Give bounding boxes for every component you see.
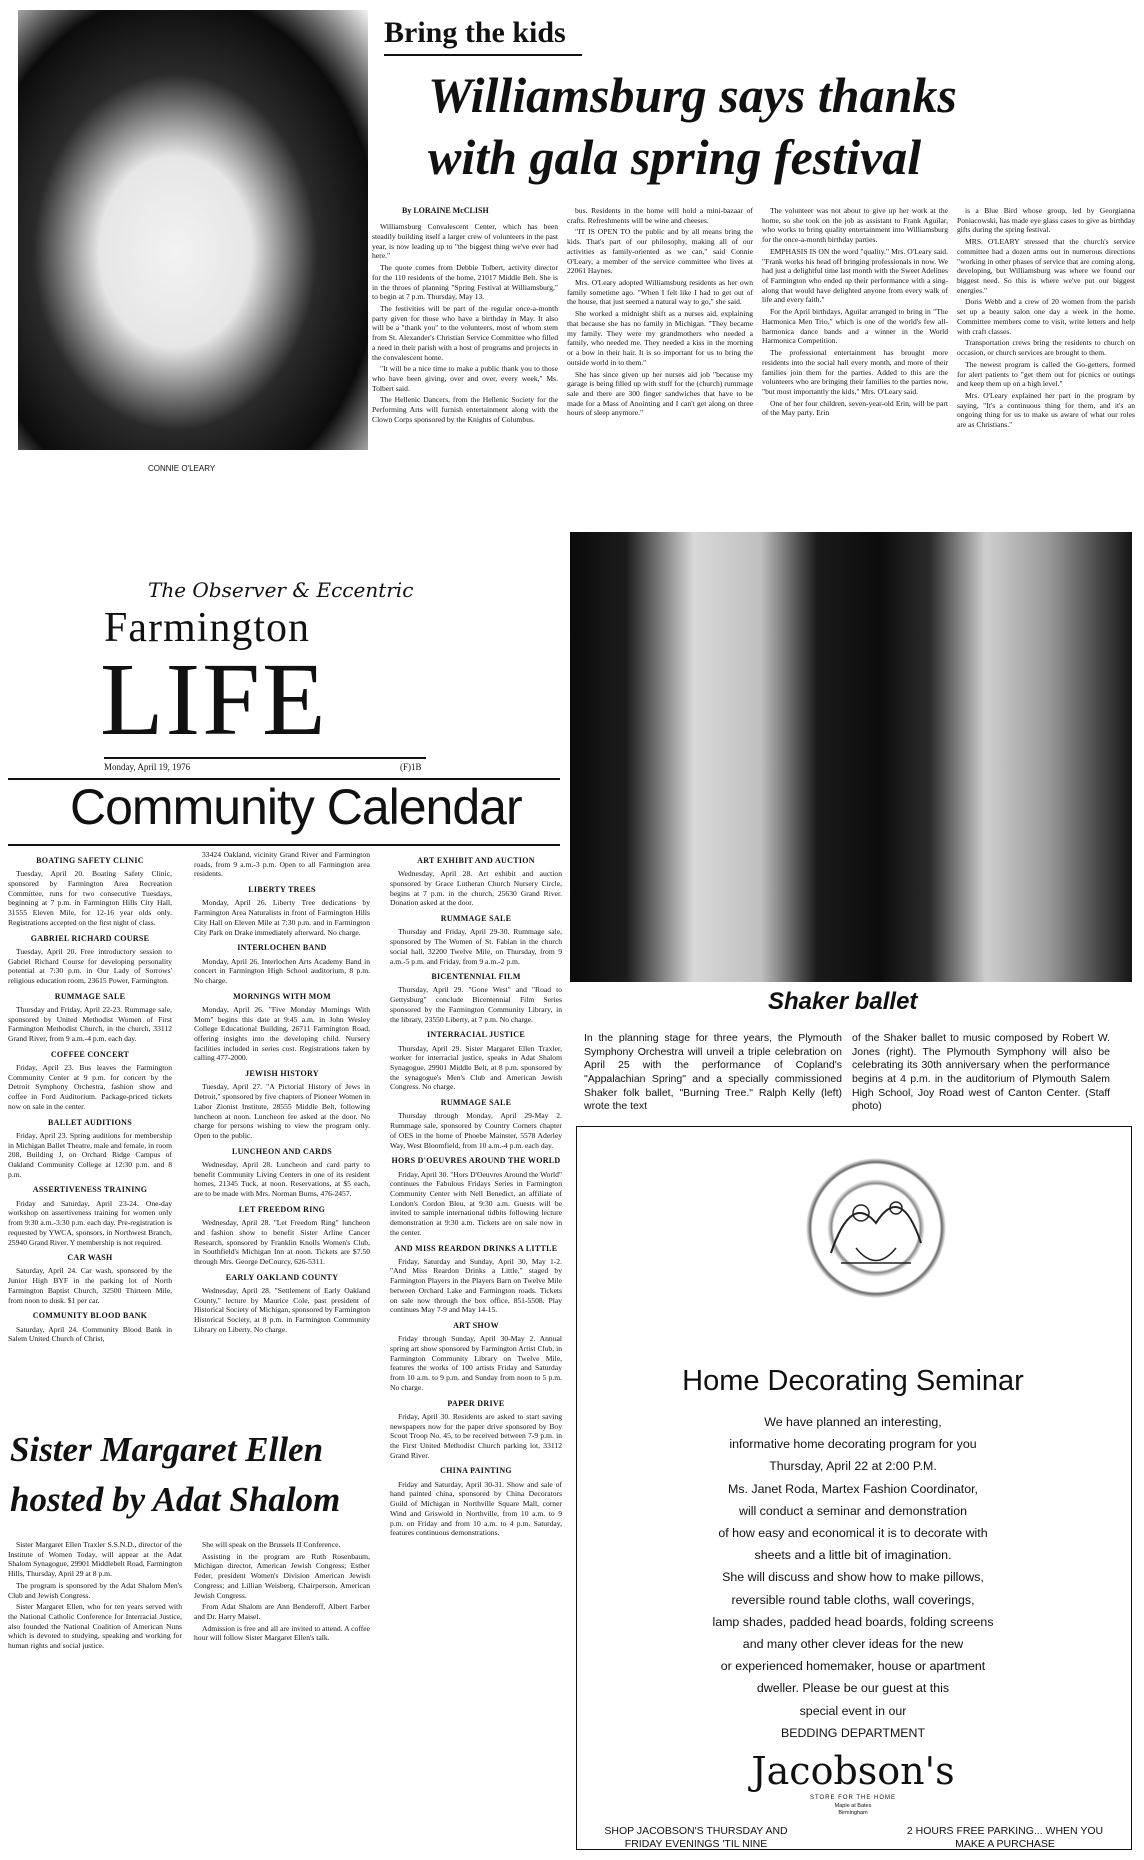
- ad-body: [577, 1411, 1129, 1744]
- masthead-section: LIFE: [100, 642, 328, 757]
- ad-line: BEDDING DEPARTMENT: [780, 1725, 926, 1740]
- calendar-entry-text: Monday, April 26. Liberty Tree dedications by Farmington Area Naturalists in front of Farmington Hills City Hall on Eleven Mile at 7:30 p.m. and in Farmington City Park on Drake immediately afterward. No charge.: [194, 898, 370, 937]
- decorating-illustration-icon: [801, 1153, 951, 1303]
- calendar-entry-heading: LUNCHEON AND CARDS: [231, 1146, 333, 1156]
- ad-line: Ms. Janet Roda, Martex Fashion Coordinator,: [728, 1481, 978, 1496]
- calendar-entry-heading: BICENTENNIAL FILM: [431, 972, 521, 982]
- calendar-entry-heading: JEWISH HISTORY: [245, 1069, 319, 1079]
- calendar-entry-text: Wednesday, April 28. Luncheon and card party to benefit Community Living Centers in one of its resident homes, 21345 Tuck, at noon. Reservations, at $5 each, are to be made with Mrs. Norman Burns, 476-2457.: [194, 1159, 370, 1199]
- calendar-entry-text: Friday and Saturday, April 30-31. Show and sale of hand painted china, sponsored by China Decorators Guild of Michigan in Northville Square Mall, corner Wind and Griswold in Northville, from 10 a.m. to 9 p.m. on Friday and from 10 a.m. to 4 p.m. Saturday, features continuous demonstrations.: [390, 1479, 562, 1538]
- store-sub-2: Birmingham: [838, 1810, 868, 1816]
- calendar-entry-heading: LIBERTY TREES: [248, 885, 316, 895]
- feature-col-2: [567, 206, 753, 490]
- calendar-entry-text: Friday and Saturday, April 23-24. One-day workshop on assertiveness training for women only from 9:30 a.m.-3:30 p.m. each day. Pre-registration is requested by YWCA, sponsors, in Northwest Branch, 25940 Grand River. Y membership is not required.: [8, 1198, 172, 1247]
- sister-headline-1: Sister Margaret Ellen: [10, 1430, 324, 1469]
- calendar-entry-text: Friday through Sunday, April 30-May 2. Annual spring art show sponsored by Farmington Artist Club, in Farmington Community Library on Twelve Mile, features the works of 100 artists Friday and Saturday from 10 a.m. to 9 p.m. and Sunday from noon to 5 p.m. No charge.: [390, 1334, 562, 1392]
- paragraph: "IT IS OPEN TO the public and by all means bring the kids. That's part of our philosophy, making all of our activities as family-oriented as we can," said Connie O'Leary, a member of the service committee who lives at 22061 Haynes.: [567, 227, 753, 276]
- calendar-col-3: [390, 850, 562, 1850]
- ad-line: lamp shades, padded head boards, folding screens: [712, 1614, 994, 1629]
- feature-col-1: [372, 202, 558, 490]
- calendar-entry-text: Wednesday, April 28. Art exhibit and auction sponsored by Grace Lutheran Church Nursery Circle, begins at 7 p.m. in the church, 25630 Grand River. Donation asked at the door.: [390, 869, 562, 908]
- paragraph: Mrs. O'Leary explained her part in the program by saying, "It's a continuous thing for them, and it's an ongoing thing for us to make us aware of what our roles are as Christians.": [957, 390, 1135, 430]
- paragraph: She has since given up her nurses aid job "because my garage is being filled up with stuff for the (church) rummage sale and there are 300 finger sandwiches that have to be made for a Mass of Anointing and I can't get along on three hours of sleep anymore.": [567, 369, 753, 418]
- calendar-col-1: [8, 850, 172, 1406]
- calendar-entry-text: Thursday, April 29. "Gone West" and "Road to Gettysburg" conclude Bicentennial Film Series sponsored by the Farmington Community Library, in the library, 23550 Liberty, at 7 p.m. No charge.: [390, 985, 562, 1024]
- paragraph: bus. Residents in the home will hold a mini-bazaar of crafts. Refreshments will be wine and cheeses.: [567, 206, 753, 225]
- ad-footer-left: SHOP JACOBSON'S THURSDAY AND FRIDAY EVENINGS 'TIL NINE: [604, 1825, 788, 1850]
- calendar-entry-heading: RUMMAGE SALE: [440, 1098, 512, 1108]
- ad-line: or experienced homemaker, house or apartment: [720, 1659, 986, 1674]
- paragraph: Transportation crews bring the residents to church on occasion, or church services are brought to them.: [957, 338, 1135, 358]
- masthead-city: Farmington: [104, 605, 310, 651]
- calendar-entry-heading: COMMUNITY BLOOD BANK: [32, 1311, 148, 1321]
- calendar-entry-heading: INTERLOCHEN BAND: [237, 943, 327, 953]
- calendar-entry-text: Monday, April 26. Interlochen Arts Academy Band in concert in Farmington High School auditorium, 8 p.m. No charge.: [194, 956, 370, 985]
- calendar-entry-heading: ASSERTIVENESS TRAINING: [32, 1185, 148, 1195]
- ballet-title: Shaker ballet: [768, 988, 918, 1015]
- feature-col-3: [762, 206, 948, 490]
- store-logo: Jacobson's: [751, 1749, 955, 1793]
- calendar-entry-heading: CAR WASH: [67, 1253, 113, 1263]
- calendar-entry-text: Thursday, April 29. Sister Margaret Ellen Traxler, worker for interracial justice, speaks in Adat Shalom Synagogue, 29901 Middle Belt, at 8 p.m. sponsored by the synagogue's Men's Club and American Jewish Congress. No charge.: [390, 1043, 562, 1092]
- calendar-entry-heading: COFFEE CONCERT: [50, 1049, 130, 1059]
- calendar-entry-heading: LET FREEDOM RING: [238, 1204, 326, 1214]
- calendar-entry-text: Tuesday, April 20. Boating Safety Clinic, sponsored by Farmington Area Recreation Committee, runs for two consecutive Tuesdays, beginning at 7 p.m. in Farmington Hills City Hall, 31555 Eleven Mile, for 12-16 year olds only. Registrations accepted on the first night of class.: [8, 869, 172, 927]
- kicker: Bring the kids: [384, 16, 566, 49]
- calendar-entry-text: Tuesday, April 27. "A Pictorial History of Jews in Detroit," sponsored by five chapters of Pioneer Women in Labor Zionist Institute, 28555 Middle Belt, following luncheon at noon. Luncheon fee asked at the door. No charge for persons wishing to view the program only. Open to the public.: [194, 1082, 370, 1141]
- feature-headline-1: Williamsburg says thanks: [428, 67, 957, 123]
- calendar-entry-heading: GABRIEL RICHARD COURSE: [30, 933, 150, 943]
- store-tag: STORE FOR THE HOME: [809, 1795, 897, 1801]
- calendar-entry-heading: INTERRACIAL JUSTICE: [427, 1030, 525, 1040]
- calendar-entry-text: Monday, April 26. "Five Monday Mornings With Mom" begins this date at 9:45 a.m. in John Wesley College Educational Building, 26711 Farmington Road, offering insights into the developing child. Nursery facilities included in series cost. Registrations taken by calling 477-2000.: [194, 1004, 370, 1063]
- calendar-entry-text: Friday, Saturday and Sunday, April 30, May 1-2. "And Miss Reardon Drinks a Little," staged by Farmington Players in the Players Barn on Twelve Mile between Orchard Lake and Farmington roads. Tickets on sale now through the box office, 851-5508. Play continues May 7-9 and May 14-15.: [390, 1256, 562, 1315]
- calendar-entry-heading: RUMMAGE SALE: [440, 914, 512, 924]
- connie-oleary-photo: [18, 10, 368, 450]
- store-sub-1: Maple at Bates: [834, 1803, 872, 1809]
- paragraph: Assisting in the program are Ruth Rosenbaum, Michigan director, American Jewish Congress; Esther Feder, president Women's Division American Jewish Congress; and Lillian Weisberg, Chairperson, American Jewish Congress.: [194, 1551, 370, 1600]
- paragraph: She will speak on the Brussels II Conference.: [202, 1540, 341, 1549]
- kicker-rule: [384, 54, 582, 56]
- calendar-entry-heading: HORS D'OEUVRES AROUND THE WORLD: [391, 1156, 561, 1166]
- calendar-entry-heading: PAPER DRIVE: [447, 1398, 505, 1408]
- calendar-bottom-rule: [8, 844, 560, 846]
- masthead-page: (F)1B: [400, 762, 422, 772]
- calendar-entry-heading: BALLET AUDITIONS: [47, 1117, 132, 1127]
- paragraph: Sister Margaret Ellen Traxler S.S.N.D., director of the Institute of Women Today, will appear at the Adat Shalom Synagogue, 29901 Middlebelt Road, Farmington Hills, Thursday, April 29 at 8 p.m.: [8, 1540, 183, 1579]
- calendar-entry-heading: AND MISS REARDON DRINKS A LITTLE: [394, 1243, 558, 1253]
- calendar-entry-heading: CHINA PAINTING: [440, 1466, 512, 1476]
- byline: By LORAINE McCLISH: [402, 206, 489, 215]
- paragraph: The program is sponsored by the Adat Shalom Men's Club and Jewish Congress.: [8, 1580, 182, 1600]
- paragraph: The festivities will be part of the regular once-a-month party given for those who have a birthday in May. It also will be a "thank you" to the volunteers, most of whom stem from St. Alexander's Christian Service Committee who filled a need in their parish with a host of programs and projects in the convalescent home.: [372, 303, 558, 362]
- masthead-paper: The Observer & Eccentric: [148, 578, 414, 602]
- paragraph: "It will be a nice time to make a public thank you to those who have been giving, over and over, every week," Ms. Tolbert said.: [372, 364, 558, 393]
- calendar-entry-text: Wednesday, April 28. "Let Freedom Ring" luncheon and fashion show to benefit Sister Arline Cancer Research, sponsored by Franklin Knolls Women's Club, in Southfield's Michigan Inn at noon. Tickets are $7.50 through Mrs. George DeCourcy, 626-5311.: [194, 1218, 370, 1266]
- ad-line: special event in our: [799, 1703, 907, 1718]
- paragraph: The newest program is called the Go-getters, formed for alert patients to "get them out for picnics or outings and keep them up on a high level.": [957, 359, 1135, 389]
- calendar-title: Community Calendar: [70, 779, 522, 835]
- ad-line: sheets and a little bit of imagination.: [754, 1548, 952, 1563]
- ad-line: Thursday, April 22 at 2:00 P.M.: [769, 1459, 937, 1474]
- paragraph: The volunteer was not about to give up her work at the home, so she took on the job as assistant to Frank Aguilar, who works to bring quality entertainment into Williamsburg for the once-a-month birthday parties.: [762, 206, 948, 245]
- ad-line: and many other clever ideas for the new: [742, 1637, 964, 1652]
- calendar-entry-text: Friday, April 23. Spring auditions for membership in Michigan Ballet Theatre, male and female, in room 208, Building J, on Orchard Ridge Campus of Oakland Community College at 12:30 p.m. and 8 p.m.: [8, 1130, 172, 1179]
- ad-line: dweller. Please be our guest at this: [756, 1681, 950, 1696]
- calendar-entry-text: Saturday, April 24. Car wash, sponsored by the Junior High BYF in the parking lot of North Farmington Baptist Church, 32500 Thirteen Mile, from noon to dusk. $1 per car.: [8, 1266, 172, 1305]
- paragraph: Doris Webb and a crew of 20 women from the parish set up a beauty salon one day a week in the home. Committee members come to visit, write letters and help with craft classes.: [957, 297, 1135, 336]
- sister-col-1: [8, 1540, 182, 1840]
- calendar-entry-text: Tuesday, April 20. Free introductory session to Gabriel Richard Course for developing personality potential at 7:30 p.m. in Our Lady of Sorrows' religious education room, 23615 Power, Farmington.: [8, 946, 172, 985]
- calendar-entry-text: Friday, April 30. "Hors D'Oeuvres Around the World" continues the Fabulous Fridays Series in Farmington Community Center with Nell Benedict, an affiliate of London's Cordon Bleu, at 9:30 a.m. Guests will be invited to sample international tidbits following lecture demonstration at 9:30 a.m. Tickets are on sale now in the center.: [390, 1169, 562, 1237]
- calendar-entry-heading: ART SHOW: [453, 1321, 499, 1331]
- calendar-entry-text: Thursday and Friday, April 22-23. Rummage sale, sponsored by United Methodist Women of First Farmington Methodist Church, in the church, 33112 Grand River, from 9 a.m.-4 p.m. each day.: [8, 1004, 172, 1044]
- paragraph: For the April birthdays, Aguilar arranged to bring in "The Harmonica Men Trio," which is one of the world's few all-harmonica dance bands and a winner in the World Harmonica Competition.: [762, 307, 948, 346]
- paragraph: The quote comes from Debbie Tolbert, activity director for the 110 residents of the home, 21017 Middle Belt. She is in the throes of planning "Spring Festival at Williamsburg," to begin at 7 p.m. Thursday, May 13.: [372, 263, 558, 302]
- paragraph: The professional entertainment has brought more residents into the social hall every month, and more of their families join them for the parties. Added to this are the volunteers who are bringing their families to the parties now, "but most importantly the kids," Mrs. O'Leary said.: [762, 348, 948, 396]
- masthead-date: Monday, April 19, 1976: [104, 762, 191, 772]
- calendar-entry-text: Thursday and Friday, April 29-30. Rummage sale, sponsored by The Women of St. Fabian in the church social hall, 32200 Twelve Mile, on Thursday, from 9 a.m.-5 p.m. and Friday, from 9 a.m.-2 p.m.: [390, 927, 562, 966]
- ad-footer-right: 2 HOURS FREE PARKING... WHEN YOU MAKE A PURCHASE: [906, 1825, 1104, 1850]
- feature-col-4: [957, 206, 1135, 490]
- ad-line: will conduct a seminar and demonstration: [739, 1503, 967, 1518]
- ad-illustration: [801, 1153, 951, 1303]
- paragraph: MRS. O'LEARY stressed that the church's service committee had a dozen arms out in numerous directions "working in other phases of service that are coming along, developing, but Williamsburg was where we found our biggest need. So this is where we've put our biggest energies.": [957, 237, 1135, 295]
- sister-col-2: [194, 1540, 370, 1840]
- paragraph: is a Blue Bird whose group, led by Georgianna Poniacowski, has made eye glass cases to give as birthday gifts during the spring festival.: [957, 206, 1135, 235]
- sister-headline-2: hosted by Adat Shalom: [10, 1480, 341, 1519]
- calendar-entry-heading: RUMMAGE SALE: [54, 991, 126, 1001]
- calendar-entry-heading: EARLY OAKLAND COUNTY: [225, 1272, 339, 1282]
- calendar-entry-text: Friday, April 23. Bus leaves the Farmington Community Center at 9 p.m. for concert by the Detroit Symphony Orchestra, fashion show and coffee in Ford Auditorium. Package-priced tickets now on sale in the center.: [8, 1063, 172, 1111]
- paragraph: Mrs. O'Leary adopted Williamsburg residents as her own family sometime ago. "When I felt like I had to get out of the house, that just seemed a natural way to go," she said.: [567, 278, 753, 307]
- ad-line: She will discuss and show how to make pillows,: [722, 1570, 984, 1585]
- photo-caption: CONNIE O'LEARY: [148, 464, 216, 473]
- ad-line: We have planned an interesting,: [764, 1415, 942, 1429]
- paragraph: Williamsburg Convalescent Center, which has been steadily building itself a larger crew of volunteers in the past year, is now leading up to "the biggest thing we've ever had here.": [372, 222, 558, 261]
- paragraph: From Adat Shalom are Ann Benderoff, Albert Farber and Dr. Harry Maisel.: [194, 1602, 370, 1622]
- paragraph: Admission is free and all are invited to attend. A coffee hour will follow Sister Margaret Ellen's talk.: [194, 1623, 370, 1643]
- paragraph: The Hellenic Dancers, from the Hellenic Society for the Performing Arts will furnish entertainment along with the Clown Corps sponsored by the Knights of Columbus.: [372, 395, 558, 424]
- calendar-entry-text: 33424 Oakland, vicinity Grand River and Farmington roads, from 9 a.m.-3 p.m. Open to all Farmington area residents.: [194, 850, 370, 879]
- calendar-entry-text: Friday, April 30. Residents are asked to start saving newspapers now for the paper drive sponsored by Boy Scout Troop No. 45, to be received between 7-9 p.m. in the First United Methodist Church parking lot, 33112 Grand River.: [390, 1411, 562, 1460]
- paragraph: One of her four children, seven-year-old Erin, will be part of the May party. Erin: [762, 398, 948, 418]
- calendar-entry-text: Saturday, April 24. Community Blood Bank in Salem United Church of Christ,: [8, 1324, 172, 1344]
- paragraph: EMPHASIS IS ON the word "quality." Mrs. O'Leary said. "Frank works his head off bringing professionals in now. We had just a delightful time last month with the Sweet Adelines of Farmington who ended up their performance with a sing-along that would have delighted anyone from every walk of life and every faith.": [762, 246, 948, 305]
- ad-line: informative home decorating program for you: [729, 1437, 977, 1452]
- shaker-ballet-photo: [570, 532, 1132, 982]
- jacobsons-ad: [576, 1126, 1132, 1850]
- calendar-entry-heading: MORNINGS WITH MOM: [233, 991, 331, 1001]
- ad-line: reversible round table cloths, wall coverings,: [731, 1592, 975, 1607]
- calendar-entry-heading: ART EXHIBIT AND AUCTION: [417, 856, 535, 865]
- ballet-caption-right: of the Shaker ballet to music composed by Robert W. Jones (right). The Plymouth Symphony will also be celebrating its 30th anniversary when the performance begins at 4 p.m. in the auditorium of Plymouth Salem High School, Joy Road west of Canton Center. (Staff photo): [852, 1032, 1110, 1113]
- feature-headline-2: with gala spring festival: [428, 129, 922, 185]
- paragraph: She worked a midnight shift as a nurses aid, explaining that because she has no family in Michigan. "They became my family. They were my grandmothers who needed a family, who needed me. They needed a kiss in the morning or a bow in their hair. It is so important for us to bring the outside world in to them.": [567, 309, 753, 367]
- calendar-col-2: [194, 850, 370, 1334]
- ad-title: Home Decorating Seminar: [682, 1365, 1024, 1397]
- calendar-entry-heading: BOATING SAFETY CLINIC: [36, 856, 144, 865]
- calendar-entry-text: Thursday through Monday, April 29-May 2. Rummage sale, sponsored by Country Corners chapter of OES in the home of Phoebe Mainster, 5578 Aderley Way, West Bloomfield, from 10 a.m.-4 p.m. each day.: [390, 1111, 562, 1150]
- masthead-rule: [104, 757, 426, 759]
- ballet-caption-left: In the planning stage for three years, the Plymouth Symphony Orchestra will unveil a triple celebration on April 25 with the performance of Copland's "Appalachian Spring" and a specially commissioned Shaker folk ballet, "Burning Tree." Ralph Kelly (left) wrote the text: [584, 1032, 842, 1113]
- ad-line: of how easy and economical it is to decorate with: [718, 1526, 988, 1541]
- paragraph: Sister Margaret Ellen, who for ten years served with the National Catholic Conference for Interracial Justice, also founded the National Coalition of American Nuns which is devoted to studying, speaking and working for human rights and social justice.: [8, 1602, 182, 1651]
- calendar-entry-text: Wednesday, April 28. "Settlement of Early Oakland County," lecture by Maurice Cole, past president of Historical Society of Michigan, sponsored by Farmington Historical Society, at 8 p.m. in Farmington Community Library on Liberty. No charge.: [194, 1285, 370, 1334]
